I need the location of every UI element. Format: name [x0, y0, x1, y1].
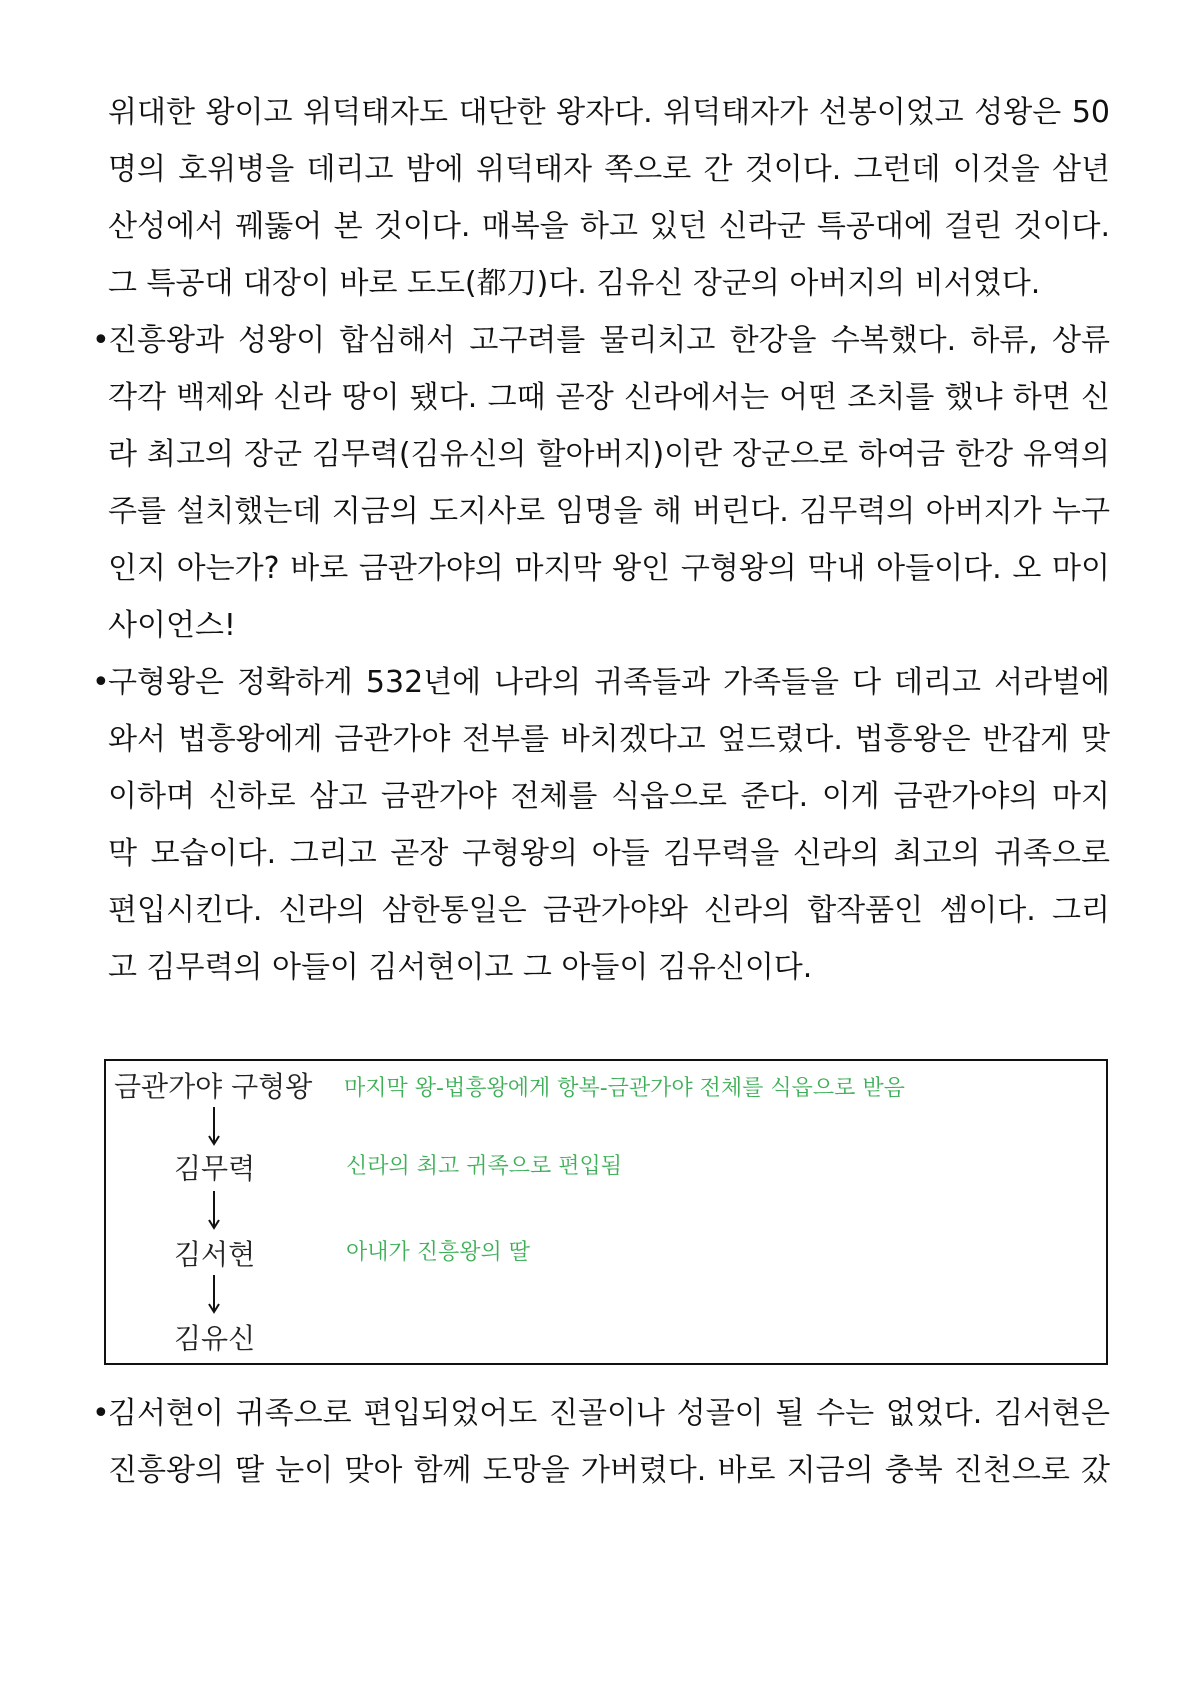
text-line: 산성에서 꿰뚫어 본 것이다. 매복을 하고 있던 신라군 특공대에 걸린 것이다.	[108, 209, 1110, 244]
text-line: 라 최고의 장군 김무력(김유신의 할아버지)이란 장군으로 하여금 한강 유역의	[108, 437, 1110, 472]
text-line	[92, 1385, 1110, 1442]
text-line: 막 모습이다. 그리고 곧장 구형왕의 아들 김무력을 신라의 최고의 귀족으로	[108, 836, 1110, 871]
bullet-icon: •	[92, 665, 110, 700]
text-line: 이하며 신하로 삼고 금관가야 전체를 식읍으로 준다. 이게 금관가야의 마지	[108, 779, 1110, 814]
genealogy-diagram	[104, 1059, 1108, 1365]
bullet-icon: •	[92, 323, 110, 358]
bullet-icon: •	[92, 1396, 110, 1431]
text-line: 와서 법흥왕에게 금관가야 전부를 바치겠다고 엎드렸다. 법흥왕은 반갑게 맞	[108, 722, 1110, 757]
text-line: 각각 백제와 신라 땅이 됐다. 그때 곧장 신라에서는 어떤 조치를 했냐 하면 신	[108, 380, 1110, 415]
diagram-node-kim-yu-sin: 김유신	[174, 1322, 256, 1355]
paragraph-1	[108, 84, 1110, 312]
text-line: 편입시킨다. 신라의 삼한통일은 금관가야와 신라의 합작품인 셈이다. 그리	[108, 893, 1110, 928]
arrow-down-icon	[204, 1105, 224, 1147]
text-line: 그 특공대 대장이 바로 도도(都刀)다. 김유신 장군의 아버지의 비서였다.	[108, 266, 1041, 301]
paragraph-3	[92, 654, 1110, 996]
text-line-content: 진흥왕과 성왕이 합심해서 고구려를 물리치고 한강을 수복했다. 하류, 상류	[108, 323, 1110, 358]
diagram-node-kim-seo-hyeon: 김서현	[174, 1238, 256, 1271]
diagram-node-gu-hyeong-wang: 금관가야 구형왕	[114, 1070, 313, 1103]
text-line: 인지 아는가? 바로 금관가야의 마지막 왕인 구형왕의 막내 아들이다. 오 마이	[108, 551, 1110, 586]
diagram-note-kim-seo-hyeon: 아내가 진흥왕의 딸	[346, 1240, 531, 1265]
text-line: 명의 호위병을 데리고 밤에 위덕태자 쪽으로 간 것이다. 그런데 이것을 삼년	[108, 152, 1110, 187]
text-line: 진흥왕의 딸 눈이 맞아 함께 도망을 가버렸다. 바로 지금의 충북 진천으로 갔	[108, 1453, 1110, 1488]
text-line: 고 김무력의 아들이 김서현이고 그 아들이 김유신이다.	[108, 950, 813, 985]
text-line: 위대한 왕이고 위덕태자도 대단한 왕자다. 위덕태자가 선봉이었고 성왕은 50	[108, 95, 1110, 130]
arrow-down-icon	[204, 1189, 224, 1231]
text-line: 사이언스!	[108, 608, 236, 643]
arrow-down-icon	[204, 1273, 224, 1315]
paragraph-2	[92, 312, 1110, 654]
paragraph-4	[92, 1385, 1110, 1499]
text-line: 주를 설치했는데 지금의 도지사로 임명을 해 버린다. 김무력의 아버지가 누구	[108, 494, 1110, 529]
diagram-note-kim-mu-ryeok: 신라의 최고 귀족으로 편입됨	[346, 1154, 623, 1179]
diagram-node-kim-mu-ryeok: 김무력	[174, 1152, 256, 1185]
text-line	[92, 312, 1110, 369]
text-line-content: 김서현이 귀족으로 편입되었어도 진골이나 성골이 될 수는 없었다. 김서현은	[108, 1396, 1110, 1431]
text-line-content: 구형왕은 정확하게 532년에 나라의 귀족들과 가족들을 다 데리고 서라벌에	[108, 665, 1110, 700]
diagram-note-gu-hyeong-wang: 마지막 왕-법흥왕에게 항복-금관가야 전체를 식읍으로 받음	[344, 1076, 905, 1101]
text-line	[92, 654, 1110, 711]
